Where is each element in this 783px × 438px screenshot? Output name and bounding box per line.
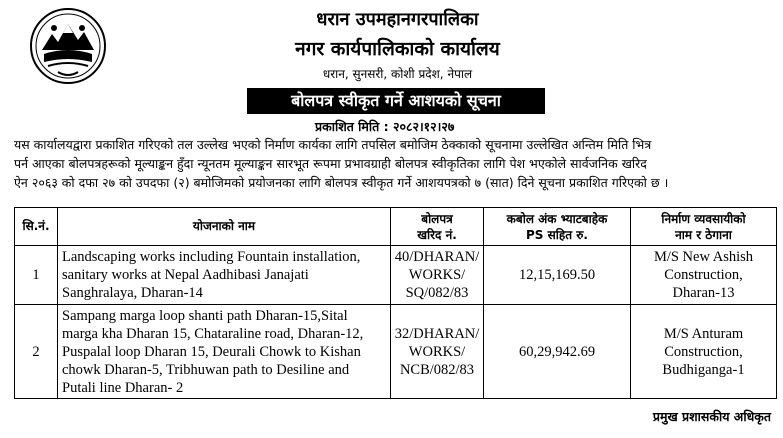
- contracts-table: [14, 207, 777, 399]
- contractor-line: M/S Anturam: [663, 325, 744, 342]
- col-header-project: योजनाको नाम: [58, 208, 391, 246]
- body-line: यस कार्यालयद्वारा प्रकाशित गरिएको तल उल्लेख भएको निर्माण कार्यका लागि तपसिल बमोजिम ठेक्काको सूचनामा उल्लेखित अन्तिम मिति भित्र: [14, 137, 652, 152]
- row-sn: 1: [15, 246, 58, 305]
- office-name: धरान उपमहानगरपालिका: [316, 9, 479, 30]
- project-line: Sanghralaya, Dharan-14: [62, 285, 203, 301]
- col-header-contractor: [631, 208, 777, 246]
- bid-line: WORKS/: [408, 343, 466, 360]
- project-line: Landscaping works including Fountain installation,: [62, 249, 361, 265]
- col-header-amount: [484, 208, 631, 246]
- bid-line: WORKS/: [408, 267, 466, 283]
- row-bid-no: [391, 305, 484, 399]
- contractor-line: Dharan-13: [672, 285, 735, 301]
- row-bid-no: [391, 246, 484, 305]
- project-line: chowk Dharan-5, Tribhuwan path to Desiline and: [62, 361, 350, 378]
- contractor-header-line1: निर्माण व्यवसायीको: [661, 211, 746, 226]
- contractor-header-line2: नाम र ठेगाना: [675, 227, 732, 242]
- row-contractor: [631, 305, 777, 399]
- project-line: marga kha Dharan 15, Chataraline road, Dharan-12,: [62, 325, 364, 342]
- row-amount: 60,29,942.69: [484, 305, 631, 399]
- office-address: धरान, सुनसरी, कोशी प्रदेश, नेपाल: [322, 67, 473, 81]
- contractor-line: Construction,: [664, 267, 743, 283]
- row-contractor: [631, 246, 777, 305]
- bid-header-line1: बोलपत्र: [421, 211, 453, 226]
- col-header-sn: सि.नं.: [15, 208, 58, 246]
- row-amount: 12,15,169.50: [484, 246, 631, 305]
- col-header-bid-no: [391, 208, 484, 246]
- office-subtitle: नगर कार्यपालिकाको कार्यालय: [295, 38, 500, 60]
- table-row: [15, 305, 777, 399]
- body-line: पर्न आएका बोलपत्रहरूको मूल्याङ्कन हुँदा न्यूनतम मूल्याङ्कन सारभूत रूपमा प्रभावग्राही बोलपत्र स्वीकृतिका लागि पेश भएकोले सार्वजनिक खरिद: [14, 156, 647, 171]
- project-line: Sampang marga loop shanti path Dharan-15,Sital: [62, 307, 348, 324]
- amount-header-line2: PS सहित रु.: [526, 227, 588, 242]
- contractor-line: M/S New Ashish: [653, 249, 754, 265]
- notice-title: बोलपत्र स्वीकृत गर्ने आशयको सूचना: [247, 88, 545, 114]
- body-line: ऐन २०६३ को दफा २७ को उपदफा (२) बमोजिमको प्रयोजनका लागि बोलपत्र स्वीकृत गर्ने आशयपत्रको ७ (सात) दिने सूचना प्रकाशित गरिएको छ ।: [14, 175, 669, 190]
- project-line: Putali line Dharan- 2: [62, 379, 184, 396]
- table-header-row: [15, 208, 777, 246]
- bid-line: NCB/082/83: [399, 361, 475, 378]
- row-project: [58, 305, 391, 399]
- project-line: Puspalal loop Dharan 15, Deurali Chowk to Kishan: [62, 343, 361, 360]
- bid-line: SQ/082/83: [405, 285, 469, 301]
- contractor-line: Construction,: [664, 343, 743, 360]
- signatory: प्रमुख प्रशासकीय अधिकृत: [652, 409, 771, 424]
- row-sn: 2: [15, 305, 58, 399]
- bid-line: 32/DHARAN/: [394, 325, 480, 342]
- amount-header-line1: कबोल अंक भ्याटबाहेक: [506, 211, 608, 226]
- bid-header-line2: खरिद नं.: [417, 227, 457, 242]
- contractor-line: Budhiganga-1: [662, 361, 745, 378]
- bid-line: 40/DHARAN/: [394, 249, 480, 265]
- row-project: [58, 246, 391, 305]
- publish-date: प्रकाशित मिति : २०८२।१२।२७: [315, 119, 455, 134]
- project-line: sanitary works at Nepal Aadhibasi Janajati: [62, 267, 309, 283]
- table-row: [15, 246, 777, 305]
- notice-body: [14, 135, 776, 192]
